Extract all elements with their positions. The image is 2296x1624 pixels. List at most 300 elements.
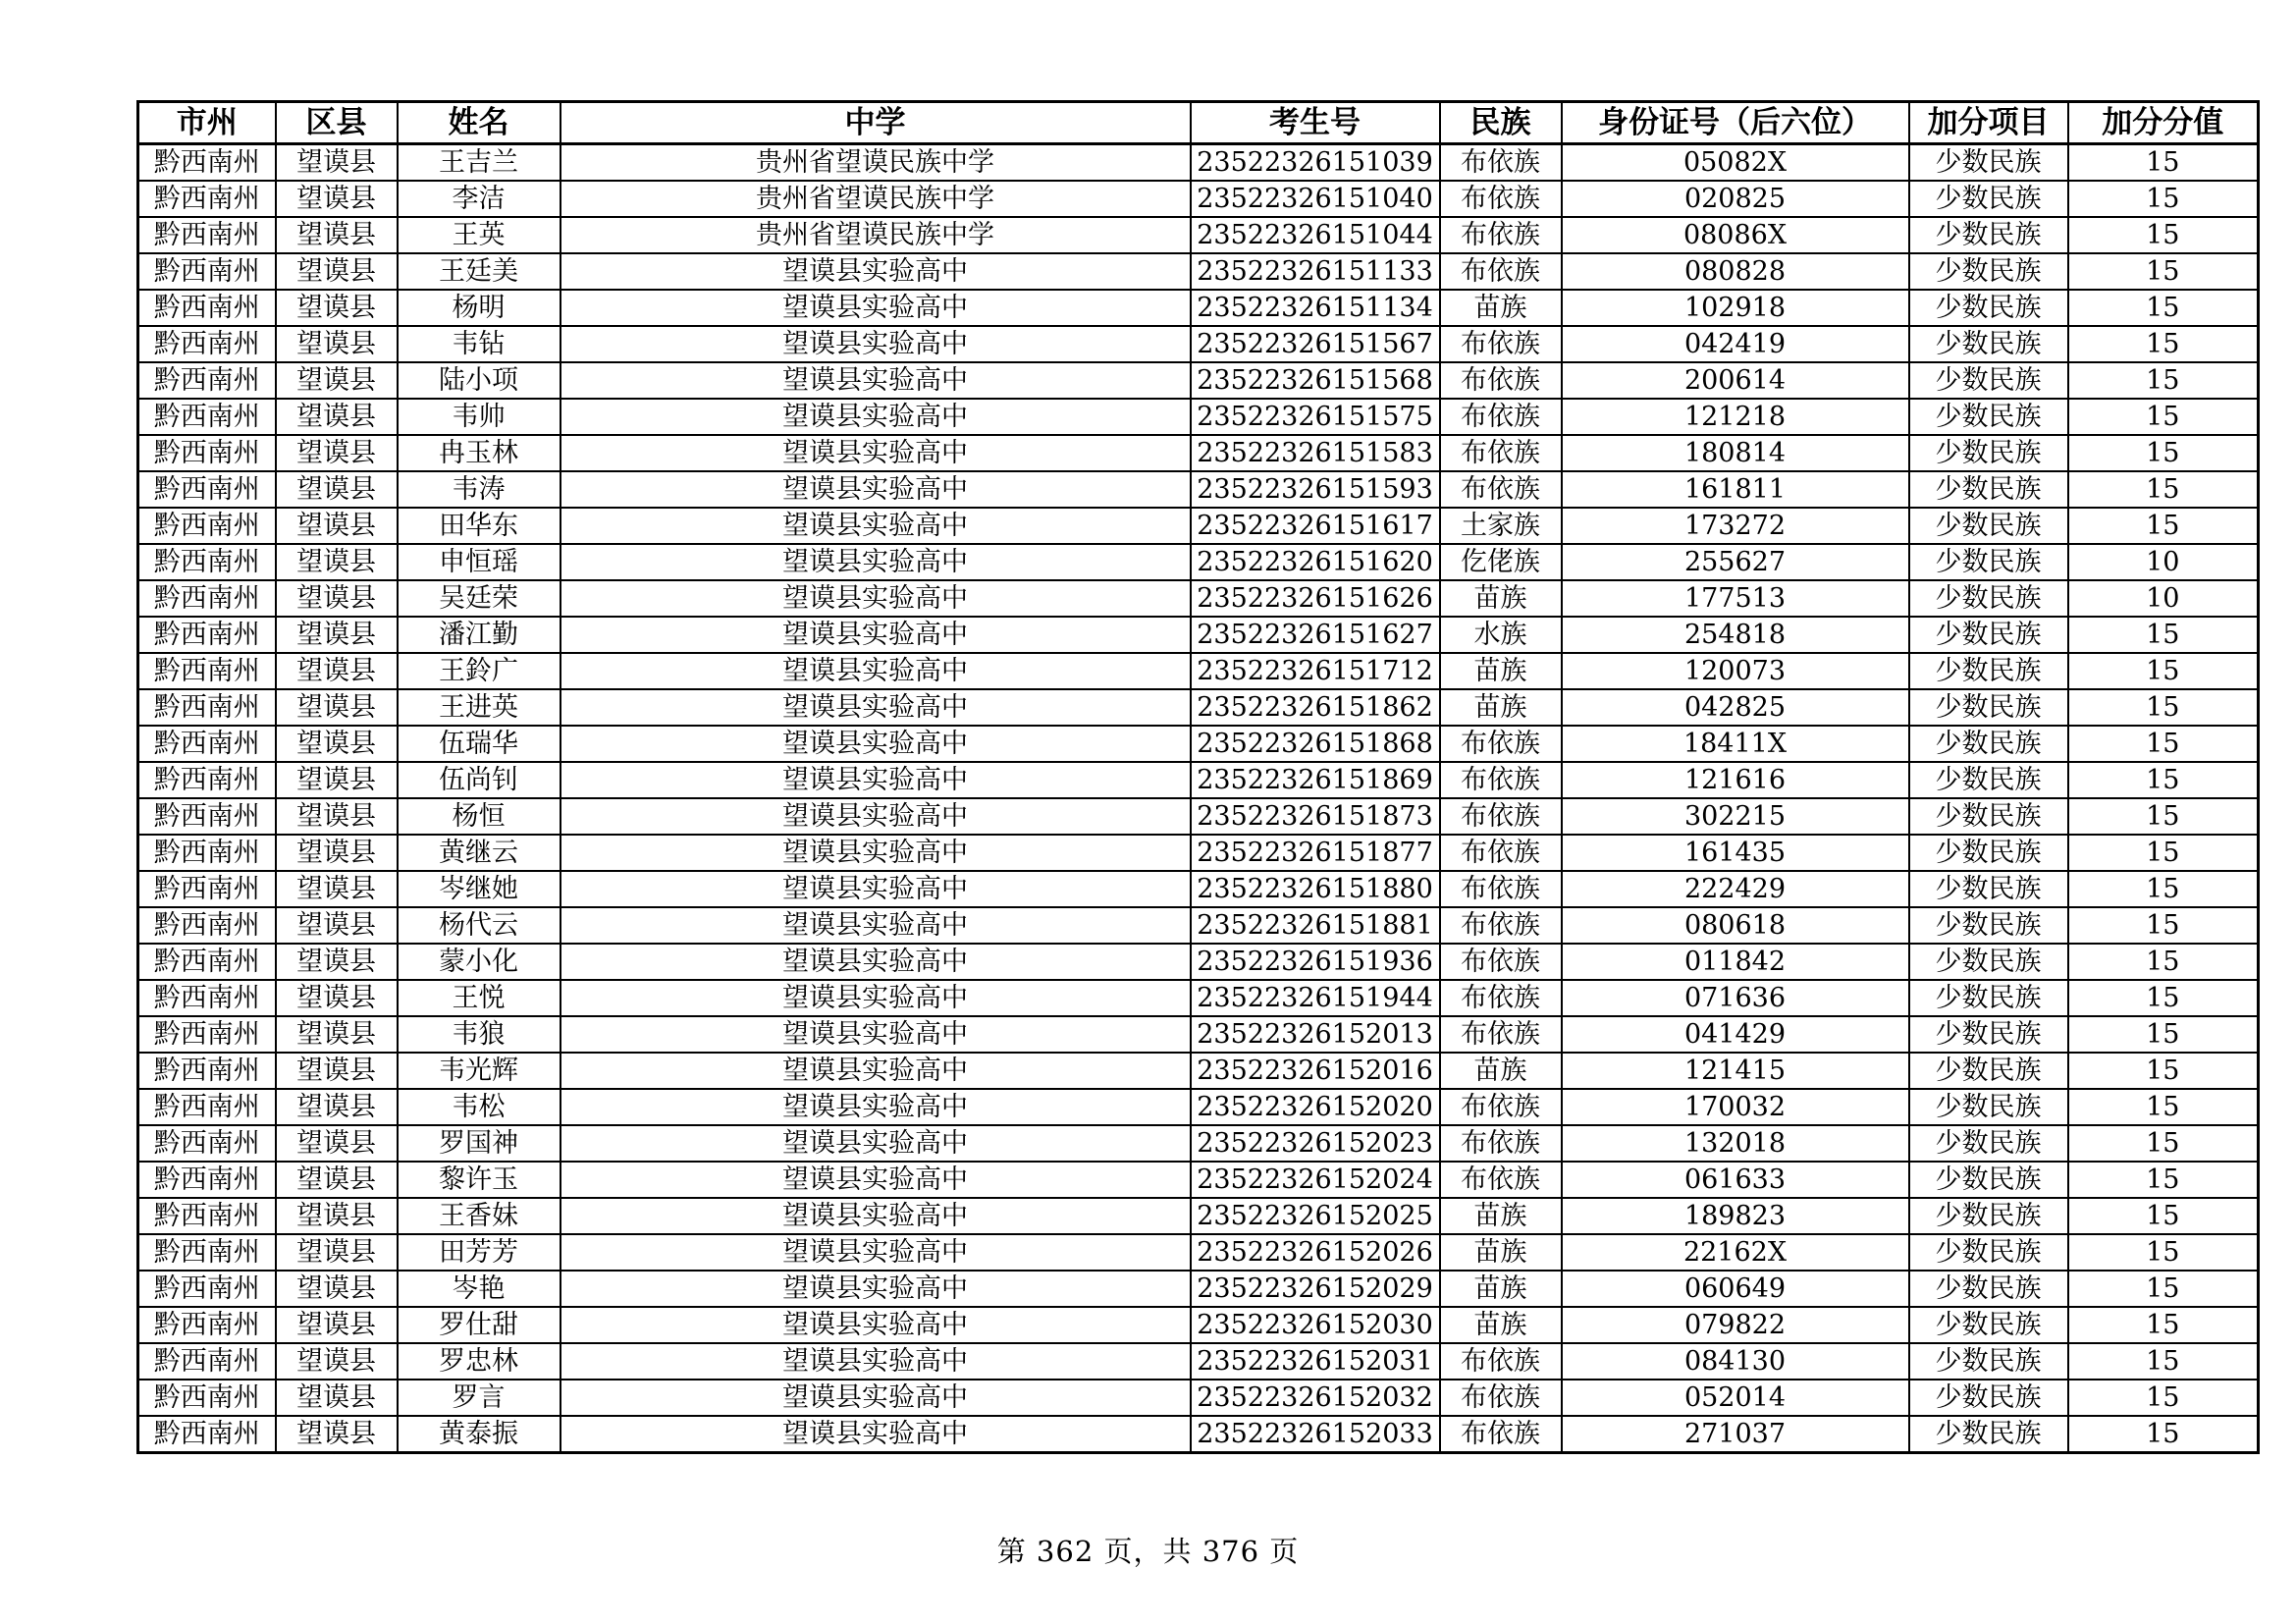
cell-exam-number: 23522326151583 [1191,435,1440,471]
cell-county: 望谟县 [276,1125,398,1162]
table-row [138,544,2259,580]
cell-name: 韦帅 [398,399,561,435]
cell-school: 望谟县实验高中 [561,1380,1191,1416]
cell-county: 望谟县 [276,617,398,653]
cell-id-last-six: 080828 [1562,253,1909,290]
table-row [138,362,2259,399]
cell-bonus-item: 少数民族 [1909,726,2068,762]
cell-city: 黔西南州 [138,944,276,980]
cell-id-last-six: 161811 [1562,471,1909,508]
header-city: 市州 [138,102,276,144]
cell-school: 望谟县实验高中 [561,471,1191,508]
header-bonus-item: 加分项目 [1909,102,2068,144]
cell-bonus-points: 15 [2068,326,2259,362]
table-row [138,907,2259,944]
table-row [138,1053,2259,1089]
cell-city: 黔西南州 [138,580,276,617]
table-row [138,253,2259,290]
table-row [138,290,2259,326]
cell-id-last-six: 042419 [1562,326,1909,362]
cell-school: 望谟县实验高中 [561,726,1191,762]
cell-id-last-six: 061633 [1562,1162,1909,1198]
cell-name: 王廷美 [398,253,561,290]
cell-exam-number: 23522326152013 [1191,1016,1440,1053]
cell-exam-number: 23522326151881 [1191,907,1440,944]
cell-school: 望谟县实验高中 [561,580,1191,617]
cell-school: 望谟县实验高中 [561,1307,1191,1343]
cell-id-last-six: 189823 [1562,1198,1909,1234]
cell-ethnicity: 布依族 [1440,726,1562,762]
cell-name: 蒙小化 [398,944,561,980]
cell-school: 望谟县实验高中 [561,544,1191,580]
cell-exam-number: 23522326152023 [1191,1125,1440,1162]
cell-id-last-six: 08086X [1562,217,1909,253]
cell-ethnicity: 布依族 [1440,217,1562,253]
cell-name: 王香妹 [398,1198,561,1234]
cell-school: 望谟县实验高中 [561,326,1191,362]
table-row [138,798,2259,835]
cell-bonus-item: 少数民族 [1909,471,2068,508]
cell-bonus-points: 15 [2068,835,2259,871]
table-row [138,217,2259,253]
cell-city: 黔西南州 [138,726,276,762]
cell-exam-number: 23522326151133 [1191,253,1440,290]
cell-bonus-item: 少数民族 [1909,326,2068,362]
cell-id-last-six: 170032 [1562,1089,1909,1125]
header-ethnicity: 民族 [1440,102,1562,144]
cell-school: 望谟县实验高中 [561,1053,1191,1089]
cell-name: 伍瑞华 [398,726,561,762]
cell-bonus-points: 15 [2068,471,2259,508]
cell-name: 冉玉林 [398,435,561,471]
cell-name: 李洁 [398,181,561,217]
cell-county: 望谟县 [276,326,398,362]
cell-id-last-six: 18411X [1562,726,1909,762]
cell-school: 贵州省望谟民族中学 [561,181,1191,217]
cell-ethnicity: 布依族 [1440,1016,1562,1053]
cell-exam-number: 23522326151944 [1191,980,1440,1016]
cell-id-last-six: 060649 [1562,1271,1909,1307]
cell-county: 望谟县 [276,1162,398,1198]
cell-bonus-item: 少数民族 [1909,835,2068,871]
cell-county: 望谟县 [276,1343,398,1380]
cell-bonus-item: 少数民族 [1909,617,2068,653]
cell-name: 罗国神 [398,1125,561,1162]
cell-county: 望谟县 [276,1234,398,1271]
cell-ethnicity: 布依族 [1440,399,1562,435]
table-row [138,435,2259,471]
cell-exam-number: 23522326151869 [1191,762,1440,798]
table-row [138,689,2259,726]
cell-bonus-item: 少数民族 [1909,144,2068,182]
table-row [138,1016,2259,1053]
cell-bonus-item: 少数民族 [1909,580,2068,617]
cell-bonus-item: 少数民族 [1909,217,2068,253]
cell-bonus-points: 15 [2068,290,2259,326]
cell-school: 望谟县实验高中 [561,871,1191,907]
cell-school: 望谟县实验高中 [561,617,1191,653]
cell-bonus-points: 15 [2068,253,2259,290]
cell-bonus-points: 15 [2068,362,2259,399]
cell-ethnicity: 布依族 [1440,471,1562,508]
cell-bonus-points: 15 [2068,726,2259,762]
cell-bonus-points: 15 [2068,1307,2259,1343]
table-row [138,1089,2259,1125]
cell-city: 黔西南州 [138,399,276,435]
cell-id-last-six: 132018 [1562,1125,1909,1162]
cell-county: 望谟县 [276,798,398,835]
cell-school: 望谟县实验高中 [561,835,1191,871]
cell-id-last-six: 161435 [1562,835,1909,871]
cell-exam-number: 23522326151862 [1191,689,1440,726]
table-row [138,1198,2259,1234]
cell-county: 望谟县 [276,471,398,508]
header-bonus-points: 加分分值 [2068,102,2259,144]
cell-city: 黔西南州 [138,689,276,726]
cell-exam-number: 23522326151936 [1191,944,1440,980]
cell-city: 黔西南州 [138,544,276,580]
cell-exam-number: 23522326151567 [1191,326,1440,362]
table-row [138,1234,2259,1271]
cell-city: 黔西南州 [138,290,276,326]
cell-city: 黔西南州 [138,362,276,399]
cell-school: 望谟县实验高中 [561,944,1191,980]
cell-city: 黔西南州 [138,1162,276,1198]
cell-id-last-six: 302215 [1562,798,1909,835]
cell-bonus-points: 15 [2068,689,2259,726]
cell-id-last-six: 180814 [1562,435,1909,471]
cell-bonus-points: 15 [2068,617,2259,653]
cell-exam-number: 23522326151880 [1191,871,1440,907]
cell-name: 黎许玉 [398,1162,561,1198]
cell-county: 望谟县 [276,435,398,471]
cell-bonus-item: 少数民族 [1909,1380,2068,1416]
cell-county: 望谟县 [276,144,398,182]
cell-name: 杨明 [398,290,561,326]
cell-city: 黔西南州 [138,181,276,217]
cell-school: 望谟县实验高中 [561,362,1191,399]
cell-ethnicity: 布依族 [1440,144,1562,182]
cell-school: 贵州省望谟民族中学 [561,144,1191,182]
cell-school: 望谟县实验高中 [561,508,1191,544]
table-row [138,181,2259,217]
cell-city: 黔西南州 [138,617,276,653]
cell-exam-number: 23522326152033 [1191,1416,1440,1453]
cell-exam-number: 23522326151593 [1191,471,1440,508]
cell-school: 贵州省望谟民族中学 [561,217,1191,253]
cell-county: 望谟县 [276,980,398,1016]
cell-ethnicity: 布依族 [1440,1343,1562,1380]
cell-city: 黔西南州 [138,1089,276,1125]
cell-name: 潘江勤 [398,617,561,653]
cell-bonus-points: 15 [2068,798,2259,835]
cell-bonus-item: 少数民族 [1909,1162,2068,1198]
cell-school: 望谟县实验高中 [561,1416,1191,1453]
cell-name: 韦涛 [398,471,561,508]
cell-exam-number: 23522326151044 [1191,217,1440,253]
cell-name: 伍尚钊 [398,762,561,798]
cell-bonus-points: 15 [2068,508,2259,544]
cell-bonus-points: 15 [2068,1271,2259,1307]
cell-school: 望谟县实验高中 [561,798,1191,835]
cell-ethnicity: 布依族 [1440,1089,1562,1125]
cell-ethnicity: 苗族 [1440,1198,1562,1234]
cell-bonus-item: 少数民族 [1909,1307,2068,1343]
cell-exam-number: 23522326151134 [1191,290,1440,326]
table-row [138,980,2259,1016]
cell-name: 王英 [398,217,561,253]
cell-bonus-item: 少数民族 [1909,980,2068,1016]
cell-bonus-points: 15 [2068,980,2259,1016]
cell-id-last-six: 200614 [1562,362,1909,399]
cell-county: 望谟县 [276,1307,398,1343]
cell-ethnicity: 布依族 [1440,326,1562,362]
cell-county: 望谟县 [276,399,398,435]
cell-id-last-six: 071636 [1562,980,1909,1016]
cell-school: 望谟县实验高中 [561,1343,1191,1380]
cell-name: 陆小项 [398,362,561,399]
cell-exam-number: 23522326151627 [1191,617,1440,653]
cell-city: 黔西南州 [138,1125,276,1162]
cell-county: 望谟县 [276,689,398,726]
table-row [138,1380,2259,1416]
cell-school: 望谟县实验高中 [561,1016,1191,1053]
cell-school: 望谟县实验高中 [561,253,1191,290]
cell-city: 黔西南州 [138,1234,276,1271]
cell-exam-number: 23522326152024 [1191,1162,1440,1198]
cell-city: 黔西南州 [138,907,276,944]
cell-id-last-six: 255627 [1562,544,1909,580]
table-row [138,1162,2259,1198]
table-row [138,871,2259,907]
cell-name: 韦松 [398,1089,561,1125]
cell-city: 黔西南州 [138,798,276,835]
header-name: 姓名 [398,102,561,144]
cell-exam-number: 23522326152031 [1191,1343,1440,1380]
cell-ethnicity: 土家族 [1440,508,1562,544]
cell-bonus-item: 少数民族 [1909,1125,2068,1162]
cell-bonus-points: 15 [2068,944,2259,980]
cell-id-last-six: 173272 [1562,508,1909,544]
cell-county: 望谟县 [276,1053,398,1089]
cell-school: 望谟县实验高中 [561,1198,1191,1234]
cell-ethnicity: 苗族 [1440,1271,1562,1307]
cell-exam-number: 23522326151626 [1191,580,1440,617]
cell-bonus-points: 15 [2068,1053,2259,1089]
cell-ethnicity: 布依族 [1440,1162,1562,1198]
cell-school: 望谟县实验高中 [561,907,1191,944]
table-row [138,326,2259,362]
cell-county: 望谟县 [276,1416,398,1453]
header-school: 中学 [561,102,1191,144]
table-row [138,944,2259,980]
cell-ethnicity: 布依族 [1440,181,1562,217]
table-row [138,653,2259,689]
cell-ethnicity: 布依族 [1440,435,1562,471]
cell-city: 黔西南州 [138,980,276,1016]
cell-county: 望谟县 [276,944,398,980]
cell-school: 望谟县实验高中 [561,1162,1191,1198]
cell-ethnicity: 布依族 [1440,1380,1562,1416]
cell-bonus-item: 少数民族 [1909,944,2068,980]
cell-county: 望谟县 [276,1089,398,1125]
cell-name: 田芳芳 [398,1234,561,1271]
cell-county: 望谟县 [276,653,398,689]
cell-ethnicity: 水族 [1440,617,1562,653]
cell-county: 望谟县 [276,508,398,544]
cell-bonus-item: 少数民族 [1909,508,2068,544]
cell-county: 望谟县 [276,580,398,617]
header-county: 区县 [276,102,398,144]
cell-city: 黔西南州 [138,835,276,871]
cell-county: 望谟县 [276,362,398,399]
cell-id-last-six: 121218 [1562,399,1909,435]
cell-id-last-six: 102918 [1562,290,1909,326]
data-table [136,100,2260,1454]
cell-exam-number: 23522326151568 [1191,362,1440,399]
cell-city: 黔西南州 [138,1307,276,1343]
cell-school: 望谟县实验高中 [561,1125,1191,1162]
cell-bonus-points: 15 [2068,1016,2259,1053]
table-row [138,399,2259,435]
cell-name: 韦钻 [398,326,561,362]
cell-ethnicity: 布依族 [1440,362,1562,399]
cell-bonus-points: 15 [2068,1380,2259,1416]
cell-id-last-six: 121616 [1562,762,1909,798]
cell-bonus-points: 10 [2068,544,2259,580]
cell-county: 望谟县 [276,1198,398,1234]
table-row [138,144,2259,182]
cell-id-last-six: 05082X [1562,144,1909,182]
cell-school: 望谟县实验高中 [561,399,1191,435]
cell-ethnicity: 苗族 [1440,689,1562,726]
cell-bonus-item: 少数民族 [1909,1016,2068,1053]
cell-id-last-six: 020825 [1562,181,1909,217]
cell-id-last-six: 042825 [1562,689,1909,726]
cell-city: 黔西南州 [138,326,276,362]
table-row [138,726,2259,762]
cell-city: 黔西南州 [138,1271,276,1307]
cell-exam-number: 23522326152030 [1191,1307,1440,1343]
cell-bonus-item: 少数民族 [1909,907,2068,944]
cell-id-last-six: 121415 [1562,1053,1909,1089]
cell-bonus-points: 15 [2068,1198,2259,1234]
cell-school: 望谟县实验高中 [561,290,1191,326]
cell-name: 罗仕甜 [398,1307,561,1343]
table-header [138,102,2259,144]
cell-county: 望谟县 [276,1380,398,1416]
cell-ethnicity: 苗族 [1440,1234,1562,1271]
cell-id-last-six: 271037 [1562,1416,1909,1453]
table-row [138,471,2259,508]
cell-id-last-six: 080618 [1562,907,1909,944]
cell-id-last-six: 084130 [1562,1343,1909,1380]
cell-ethnicity: 苗族 [1440,1307,1562,1343]
table-row [138,1271,2259,1307]
cell-bonus-item: 少数民族 [1909,689,2068,726]
cell-county: 望谟县 [276,544,398,580]
cell-exam-number: 23522326151712 [1191,653,1440,689]
cell-bonus-item: 少数民族 [1909,544,2068,580]
cell-bonus-item: 少数民族 [1909,290,2068,326]
cell-bonus-points: 15 [2068,1125,2259,1162]
cell-id-last-six: 222429 [1562,871,1909,907]
cell-name: 田华东 [398,508,561,544]
cell-school: 望谟县实验高中 [561,762,1191,798]
cell-exam-number: 23522326151868 [1191,726,1440,762]
cell-name: 王吉兰 [398,144,561,182]
cell-name: 王悦 [398,980,561,1016]
cell-county: 望谟县 [276,1271,398,1307]
cell-bonus-item: 少数民族 [1909,181,2068,217]
cell-city: 黔西南州 [138,762,276,798]
cell-city: 黔西南州 [138,1053,276,1089]
cell-ethnicity: 布依族 [1440,871,1562,907]
cell-name: 王进英 [398,689,561,726]
cell-school: 望谟县实验高中 [561,1234,1191,1271]
cell-name: 韦狼 [398,1016,561,1053]
cell-bonus-item: 少数民族 [1909,1089,2068,1125]
table-row [138,1343,2259,1380]
cell-school: 望谟县实验高中 [561,1271,1191,1307]
cell-exam-number: 23522326152032 [1191,1380,1440,1416]
cell-ethnicity: 布依族 [1440,835,1562,871]
cell-bonus-item: 少数民族 [1909,1198,2068,1234]
cell-county: 望谟县 [276,217,398,253]
table-row [138,617,2259,653]
cell-bonus-points: 15 [2068,217,2259,253]
header-id-last-six: 身份证号（后六位） [1562,102,1909,144]
cell-id-last-six: 079822 [1562,1307,1909,1343]
table-row [138,580,2259,617]
header-row [138,102,2259,144]
cell-ethnicity: 苗族 [1440,580,1562,617]
cell-name: 岑艳 [398,1271,561,1307]
cell-city: 黔西南州 [138,1380,276,1416]
cell-county: 望谟县 [276,907,398,944]
header-exam-number: 考生号 [1191,102,1440,144]
cell-bonus-points: 15 [2068,181,2259,217]
cell-exam-number: 23522326151877 [1191,835,1440,871]
cell-city: 黔西南州 [138,253,276,290]
cell-ethnicity: 苗族 [1440,653,1562,689]
cell-bonus-points: 15 [2068,1162,2259,1198]
cell-name: 岑继她 [398,871,561,907]
cell-name: 罗忠林 [398,1343,561,1380]
cell-ethnicity: 布依族 [1440,798,1562,835]
cell-name: 韦光辉 [398,1053,561,1089]
cell-bonus-points: 15 [2068,144,2259,182]
cell-school: 望谟县实验高中 [561,1089,1191,1125]
cell-city: 黔西南州 [138,1343,276,1380]
cell-ethnicity: 布依族 [1440,1125,1562,1162]
cell-exam-number: 23522326152016 [1191,1053,1440,1089]
cell-ethnicity: 苗族 [1440,290,1562,326]
cell-city: 黔西南州 [138,217,276,253]
cell-id-last-six: 052014 [1562,1380,1909,1416]
table-body [138,144,2259,1453]
cell-city: 黔西南州 [138,871,276,907]
cell-city: 黔西南州 [138,1016,276,1053]
cell-bonus-item: 少数民族 [1909,1416,2068,1453]
cell-exam-number: 23522326151575 [1191,399,1440,435]
cell-exam-number: 23522326151620 [1191,544,1440,580]
cell-id-last-six: 011842 [1562,944,1909,980]
cell-county: 望谟县 [276,181,398,217]
cell-id-last-six: 254818 [1562,617,1909,653]
cell-bonus-item: 少数民族 [1909,871,2068,907]
cell-id-last-six: 120073 [1562,653,1909,689]
